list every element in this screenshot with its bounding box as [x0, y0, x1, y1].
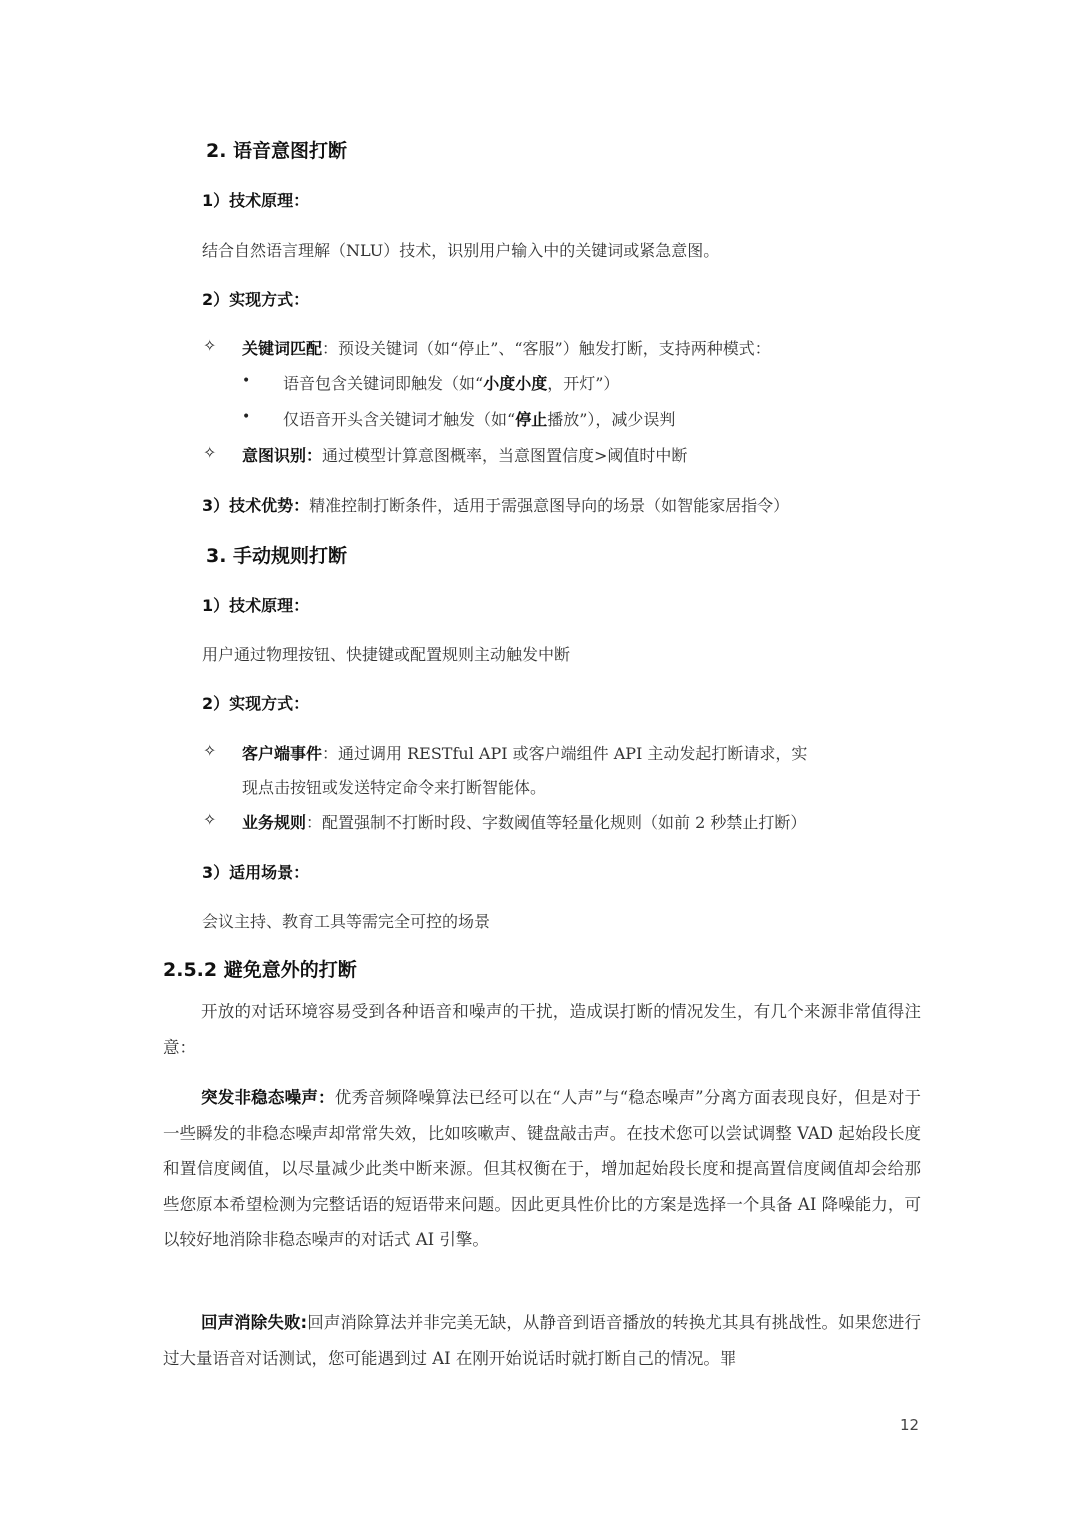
keyword-match-text: ：预设关键词（如“停止”、“客服”）触发打断，支持两种模式： — [322, 339, 771, 358]
scenario-text: 会议主持、教育工具等需完全可控的场景 — [202, 912, 491, 931]
keyword-match-label: 关键词匹配 — [242, 339, 323, 358]
section-heading-manual-rule: 3. 手动规则打断 — [206, 545, 348, 567]
client-event-label: 客户端事件 — [242, 744, 323, 763]
sub-item-starts-with-keyword — [283, 407, 675, 430]
paragraph-echo-cancellation — [163, 1305, 921, 1376]
advantage-text: 精准控制打断条件，适用于需强意图导向的场景（如智能家居指令） — [309, 496, 790, 515]
paragraph-nonstationary-noise — [163, 1080, 921, 1258]
page-number: 12 — [900, 1416, 920, 1434]
business-rule-label: 业务规则 — [242, 813, 307, 832]
impl-label: 2）实现方式： — [202, 694, 310, 713]
diamond-bullet-icon: ✧ — [203, 810, 217, 829]
list-item-keyword-match — [242, 336, 771, 359]
diamond-bullet-icon: ✧ — [203, 336, 217, 355]
advantage-line — [202, 493, 789, 516]
diamond-bullet-icon: ✧ — [203, 443, 217, 462]
sub-item-contains-keyword — [283, 371, 619, 394]
intent-recognition-label: 意图识别： — [242, 446, 323, 465]
nonstationary-noise-label: 突发非稳态噪声： — [201, 1088, 335, 1107]
list-item-business-rule — [242, 810, 806, 833]
sub-item-bold: 停止 — [515, 410, 548, 429]
echo-cancellation-label: 回声消除失败: — [201, 1313, 308, 1332]
client-event-text-cont: 现点击按钮或发送特定命令来打断智能体。 — [242, 778, 547, 797]
impl-label: 2）实现方式： — [202, 290, 310, 309]
sub-item-bold: 小度小度 — [483, 374, 548, 393]
scenario-label: 3）适用场景： — [202, 863, 310, 882]
advantage-label: 3）技术优势： — [202, 496, 310, 515]
principle-label: 1）技术原理： — [202, 191, 310, 210]
intent-recognition-text: 通过模型计算意图概率，当意图置信度>阈值时中断 — [322, 446, 688, 465]
section-heading-voice-intent: 2. 语音意图打断 — [206, 140, 348, 162]
bullet-icon: • — [242, 373, 251, 389]
nonstationary-noise-text: 优秀音频降噪算法已经可以在“人声”与“稳态噪声”分离方面表现良好，但是对于一些瞬发的非稳态噪声却常常失效，比如咳嗽声、键盘敲击声。在技术您可以尝试调整 VAD 起始段长度和置信度阈值，以尽量减少此类中断来源。但其权衡在于，增加起始段长度和提高置信度阈值却会给那些您原本希望检测为完整话语的短语带来问题。因此更具性价比的方案是选择一个具备 AI 降噪能力，可以较好地消除非稳态噪声的对话式 AI 引擎。 — [163, 1088, 921, 1249]
business-rule-text: ：配置强制不打断时段、字数阈值等轻量化规则（如前 2 秒禁止打断） — [306, 813, 807, 832]
echo-cancellation-text: 回声消除算法并非完美无缺，从静音到语音播放的转换尤其具有挑战性。如果您进行过大量语音对话测试，您可能遇到过 AI 在刚开始说话时就打断自己的情况。罪 — [163, 1313, 922, 1368]
section-heading-avoid-interruptions: 2.5.2 避免意外的打断 — [163, 959, 357, 981]
sub-item-text: 播放”），减少误判 — [547, 410, 676, 429]
client-event-text: ：通过调用 RESTful API 或客户端组件 API 主动发起打断请求，实 — [322, 744, 808, 763]
sub-item-text: 仅语音开头含关键词才触发（如“ — [283, 410, 516, 429]
list-item-client-event — [242, 741, 807, 764]
principle-text: 用户通过物理按钮、快捷键或配置规则主动触发中断 — [202, 645, 571, 664]
intro-paragraph: 开放的对话环境容易受到各种语音和噪声的干扰，造成误打断的情况发生，有几个来源非常值得注意： — [163, 1002, 921, 1057]
bullet-icon: • — [242, 409, 251, 425]
sub-item-text: 语音包含关键词即触发（如“ — [283, 374, 484, 393]
list-item-intent-recognition — [242, 443, 687, 466]
principle-text: 结合自然语言理解（NLU）技术，识别用户输入中的关键词或紧急意图。 — [202, 241, 720, 260]
principle-label: 1）技术原理： — [202, 596, 310, 615]
sub-item-text: ，开灯”） — [547, 374, 620, 393]
diamond-bullet-icon: ✧ — [203, 741, 217, 760]
